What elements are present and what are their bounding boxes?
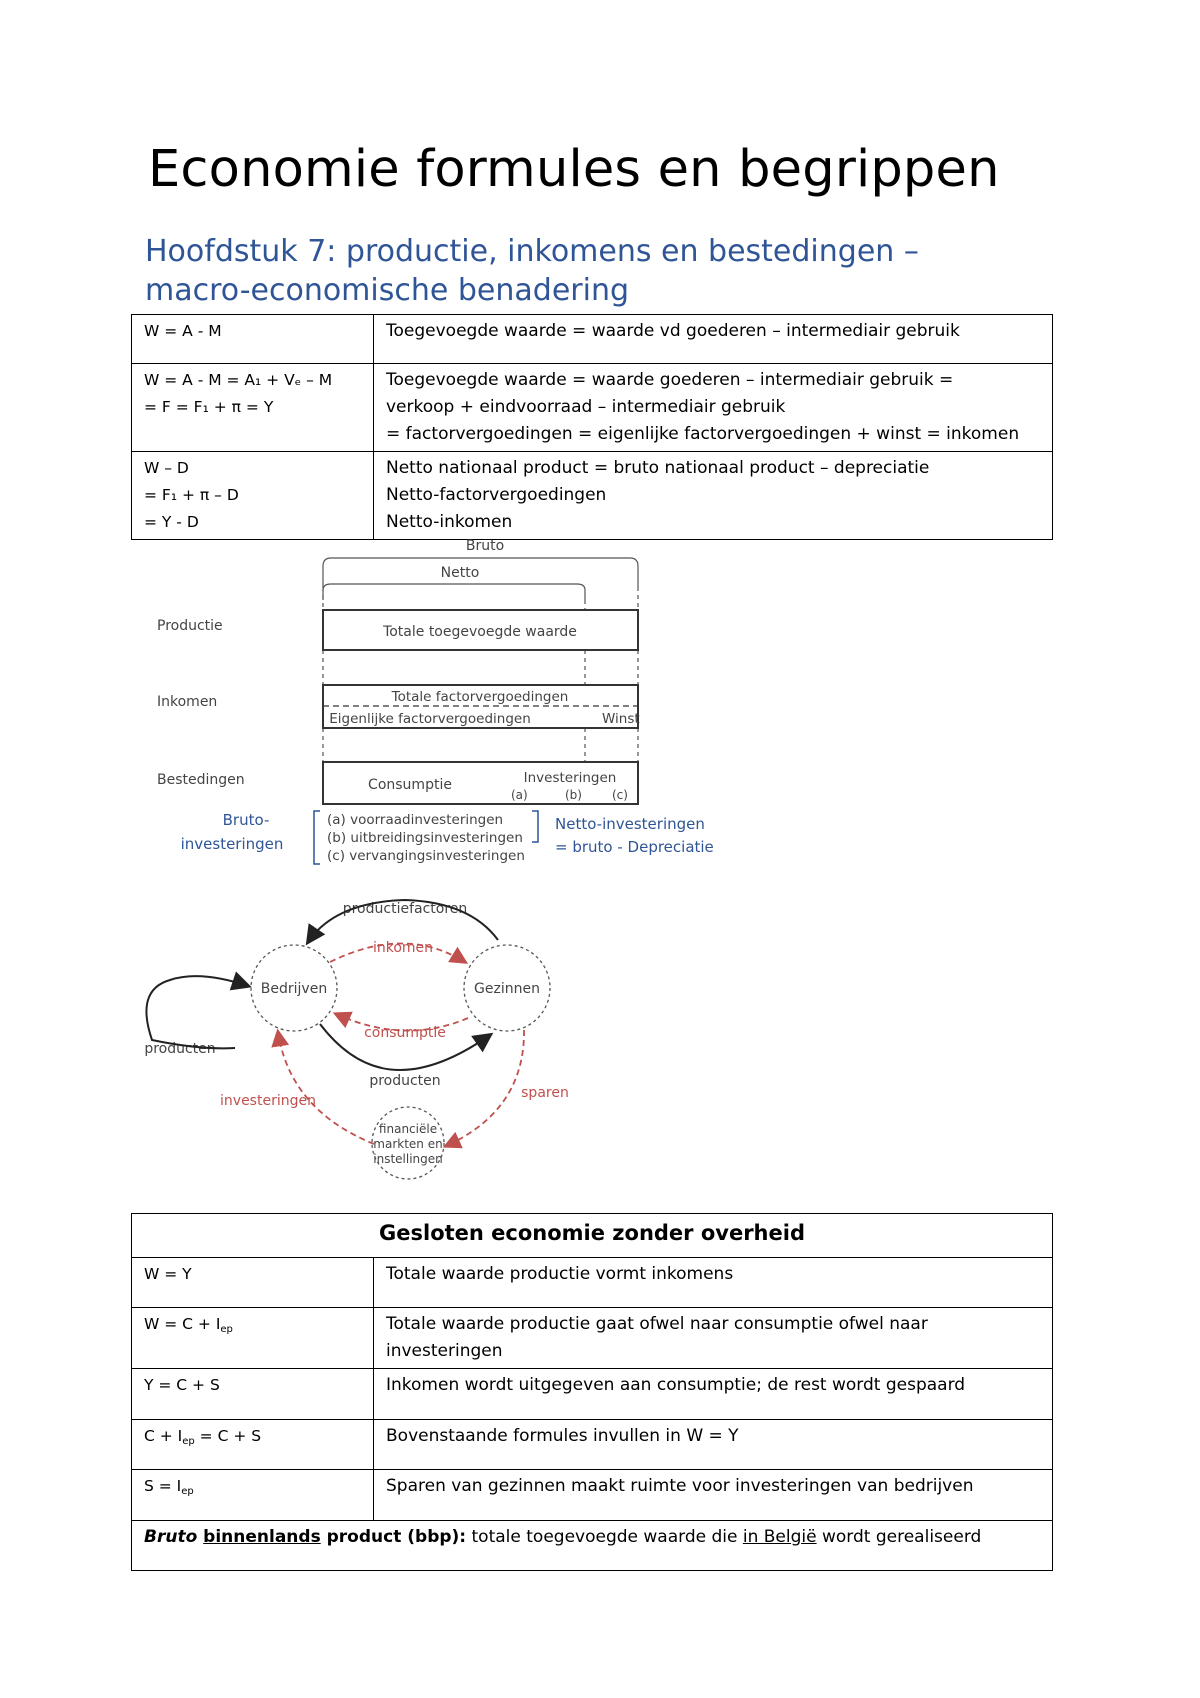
inv-a: (a) voorraadinvesteringen bbox=[327, 812, 504, 828]
eigenlijk-label: Eigenlijke factorvergoedingen bbox=[329, 711, 531, 727]
table-row bbox=[132, 1258, 1053, 1308]
productiefactoren-label: productiefactoren bbox=[342, 901, 468, 917]
winst-label: Winst bbox=[602, 711, 640, 727]
bedrijven-label: Bedrijven bbox=[260, 981, 328, 997]
description-cell: Totale waarde productie vormt inkomens bbox=[374, 1258, 1053, 1308]
netto-inv-label-2: = bruto - Depreciatie bbox=[555, 838, 714, 856]
formula-cell: Y = C + S bbox=[132, 1369, 374, 1420]
producten-left-label: producten bbox=[144, 1041, 216, 1057]
bruto-bracket bbox=[314, 811, 320, 864]
inv-c: (c) vervangingsinvesteringen bbox=[327, 848, 525, 864]
chapter-heading: Hoofdstuk 7: productie, inkomens en bestedingen – macro-economische benadering bbox=[145, 234, 919, 308]
producten-mid-label: producten bbox=[369, 1073, 441, 1089]
formula-cell: W = A - M = A₁ + Vₑ – M = F = F₁ + π = Y bbox=[132, 364, 374, 452]
table-footer-row bbox=[132, 1521, 1053, 1571]
table-header: Gesloten economie zonder overheid bbox=[132, 1214, 1053, 1258]
description-cell: Bovenstaande formules invullen in W = Y bbox=[374, 1420, 1053, 1470]
row-label-productie: Productie bbox=[157, 618, 223, 634]
table-row bbox=[132, 1470, 1053, 1521]
table-row bbox=[132, 1369, 1053, 1420]
fin-label-3: instellingen bbox=[373, 1152, 443, 1166]
inkomen-flow-label: inkomen bbox=[372, 940, 434, 956]
description-cell: Sparen van gezinnen maakt ruimte voor investeringen van bedrijven bbox=[374, 1470, 1053, 1521]
inv-b: (b) uitbreidingsinvesteringen bbox=[327, 830, 523, 846]
bbp-definition: Bruto binnenlands product (bbp): totale toegevoegde waarde die in België wordt gerealiseerd bbox=[132, 1521, 1053, 1571]
consumptie-label: Consumptie bbox=[368, 777, 452, 793]
table-row bbox=[132, 364, 1053, 452]
productie-box-label: Totale toegevoegde waarde bbox=[383, 624, 577, 640]
investeringen-flow-label: investeringen bbox=[220, 1093, 316, 1109]
bruto-brace bbox=[323, 558, 638, 587]
table-row bbox=[132, 1308, 1053, 1369]
formula-cell: W = Y bbox=[132, 1258, 374, 1308]
row-label-bestedingen: Bestedingen bbox=[157, 772, 245, 788]
description-cell: Toegevoegde waarde = waarde vd goederen – intermediair gebruik bbox=[374, 315, 1053, 364]
label-a: (a) bbox=[511, 788, 528, 802]
investeringen-label: Investeringen bbox=[523, 770, 617, 786]
investeringen-arrow bbox=[278, 1032, 374, 1144]
bruto-label: Bruto bbox=[465, 538, 505, 554]
netto-inv-label-1: Netto-investeringen bbox=[555, 815, 705, 833]
sparen-flow-label: sparen bbox=[521, 1085, 569, 1101]
fin-label-2: markten en bbox=[373, 1137, 443, 1151]
row-label-inkomen: Inkomen bbox=[157, 694, 218, 710]
table-row bbox=[132, 315, 1053, 364]
table-header-row bbox=[132, 1214, 1053, 1258]
label-c: (c) bbox=[612, 788, 628, 802]
description-cell: Totale waarde productie gaat ofwel naar consumptie ofwel naar investeringen bbox=[374, 1308, 1053, 1369]
bruto-inv-label-1: Bruto- bbox=[222, 811, 270, 829]
netto-label: Netto bbox=[440, 565, 480, 581]
circular-flow-diagram bbox=[140, 890, 600, 1190]
description-cell: Netto nationaal product = bruto nationaal product – depreciatie Netto-factorvergoedingen Netto-inkomen bbox=[374, 452, 1053, 540]
netto-bracket bbox=[532, 811, 538, 842]
formula-cell: $S = I_{ep}$ bbox=[132, 1470, 374, 1521]
factor-label: Totale factorvergoedingen bbox=[391, 689, 569, 705]
description-cell: Toegevoegde waarde = waarde goederen – intermediair gebruik = verkoop + eindvoorraad – intermediair gebruik = factorvergoedingen = eigenlijke factorvergoedingen + winst = inkomen bbox=[374, 364, 1053, 452]
sparen-arrow bbox=[446, 1030, 524, 1146]
netto-brace bbox=[323, 584, 585, 600]
formula-cell: $C + I_{ep} = C + S$ bbox=[132, 1420, 374, 1470]
macro-flow-diagram bbox=[140, 532, 760, 872]
formula-cell: W – D = F₁ + π – D = Y - D bbox=[132, 452, 374, 540]
bruto-inv-label-2: investeringen bbox=[180, 835, 284, 853]
label-b: (b) bbox=[565, 788, 582, 802]
table-row bbox=[132, 1420, 1053, 1470]
description-cell: Inkomen wordt uitgegeven aan consumptie; de rest wordt gespaard bbox=[374, 1369, 1053, 1420]
producten-loop-arrow bbox=[146, 976, 248, 1048]
gezinnen-label: Gezinnen bbox=[474, 981, 540, 997]
page-title: Economie formules en begrippen bbox=[148, 140, 1000, 199]
formula-table-2 bbox=[131, 1213, 1053, 1571]
fin-label-1: financiële bbox=[378, 1122, 438, 1136]
consumptie-flow-label: consumptie bbox=[364, 1025, 446, 1041]
formula-table-1 bbox=[131, 314, 1053, 540]
formula-cell: W = A - M bbox=[132, 315, 374, 364]
table-row bbox=[132, 452, 1053, 540]
formula-cell: $W = C + I_{ep}$ bbox=[132, 1308, 374, 1369]
